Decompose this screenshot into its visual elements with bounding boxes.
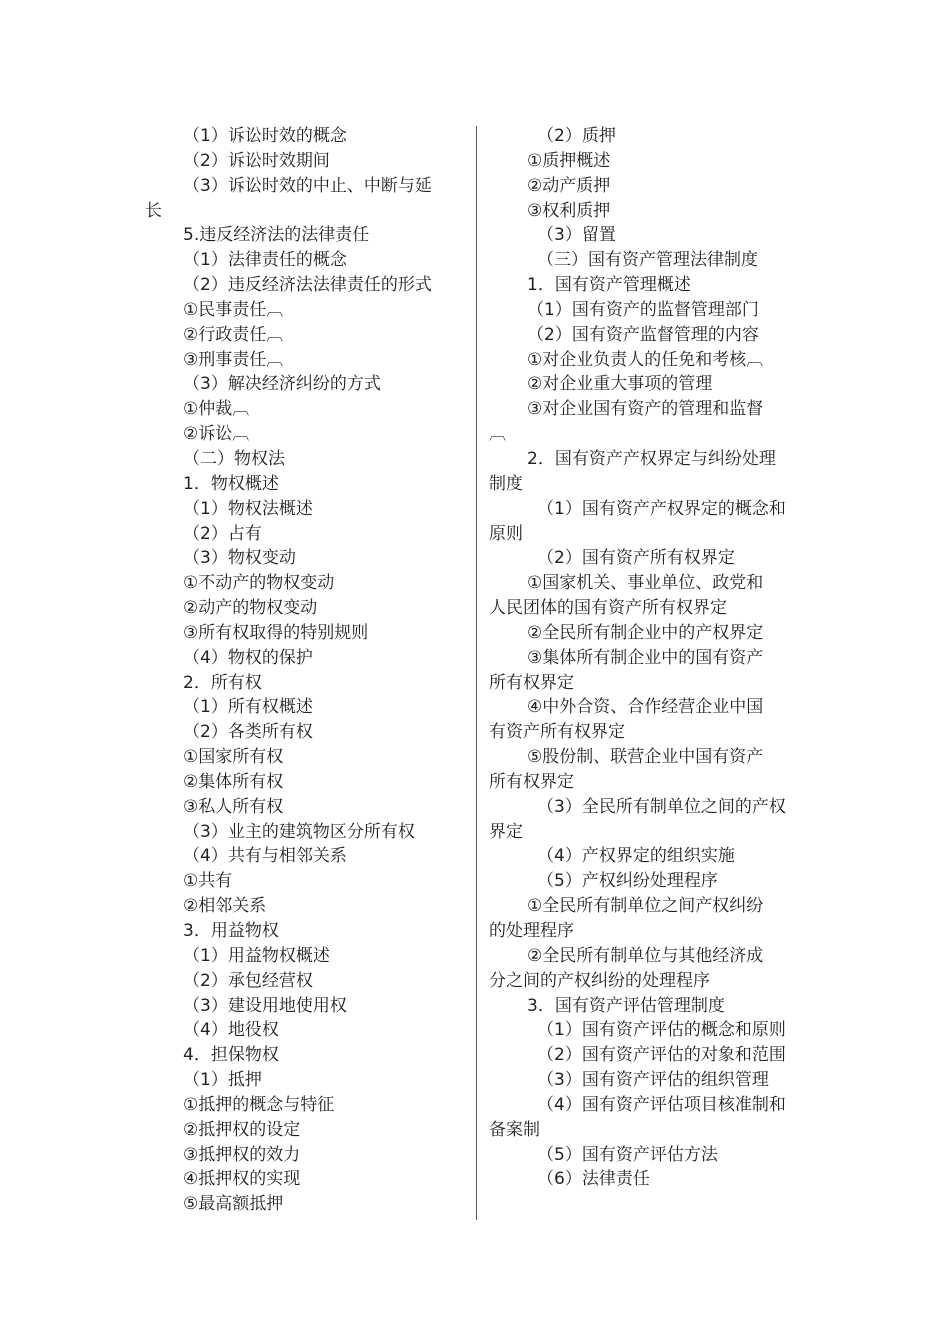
outline-line: （4）共有与相邻关系: [183, 846, 347, 867]
outline-line: ②动产的物权变动: [183, 598, 318, 619]
outline-line: （1）法律责任的概念: [183, 250, 347, 271]
outline-line: （5）产权纠纷处理程序: [537, 871, 718, 892]
outline-line: （2）质押: [537, 126, 616, 146]
outline-line: （3）全民所有制单位之间的产权: [537, 796, 786, 817]
outline-line: ②诉讼︹: [183, 424, 250, 445]
outline-line: 界定: [489, 821, 523, 842]
outline-line: ④抵押权的实现: [183, 1169, 301, 1190]
outline-line: ①共有: [183, 871, 233, 892]
outline-line: ①不动产的物权变动: [183, 573, 335, 594]
outline-line: （4）物权的保护: [183, 647, 313, 668]
outline-line: ①对企业负责人的任免和考核︹: [527, 349, 764, 370]
outline-line: （1）抵押: [183, 1070, 262, 1091]
outline-line: （1）国有资产的监督管理部门: [527, 299, 759, 320]
outline-line: 5.违反经济法的法律责任: [183, 225, 370, 246]
outline-line: （3）诉讼时效的中止、中断与延: [183, 175, 432, 196]
outline-line: ②动产质押: [527, 175, 611, 196]
outline-line: ②全民所有制单位与其他经济成: [527, 945, 764, 966]
outline-line: （2）承包经营权: [183, 970, 313, 991]
outline-line: ︹: [489, 424, 506, 445]
outline-line: （1）物权法概述: [183, 498, 313, 519]
column-divider: [476, 126, 477, 1220]
outline-line: 分之间的产权纠纷的处理程序: [489, 970, 710, 991]
outline-line: 4．担保物权: [183, 1045, 279, 1066]
outline-line: （1）国有资产产权界定的概念和: [537, 498, 786, 519]
outline-line: ③抵押权的效力: [183, 1144, 301, 1165]
outline-line: （1）国有资产评估的概念和原则: [537, 1020, 786, 1041]
outline-line: （2）国有资产评估的对象和范围: [537, 1045, 786, 1066]
outline-line: （1）用益物权概述: [183, 945, 330, 966]
outline-line: ①国家机关、事业单位、政党和: [527, 573, 764, 594]
outline-line: ①民事责任︹: [183, 299, 284, 320]
outline-line: 2．所有权: [183, 672, 262, 693]
outline-line: （三）国有资产管理法律制度: [537, 250, 758, 271]
outline-line: 3．国有资产评估管理制度: [527, 995, 725, 1016]
outline-line: ⑤股份制、联营企业中国有资产: [527, 747, 764, 768]
outline-line: ②相邻关系: [183, 896, 267, 917]
outline-line: （4）地役权: [183, 1020, 279, 1041]
outline-line: ①全民所有制单位之间产权纠纷: [527, 896, 764, 917]
outline-line: （4）国有资产评估项目核准制和: [537, 1094, 786, 1115]
outline-line: ①抵押的概念与特征: [183, 1094, 335, 1115]
outline-line: （2）诉讼时效期间: [183, 150, 330, 171]
outline-line: ⑤最高额抵押: [183, 1194, 284, 1215]
outline-line: （二）物权法: [183, 448, 285, 469]
outline-line: 的处理程序: [489, 921, 574, 941]
outline-line: 人民团体的国有资产所有权界定: [489, 598, 727, 619]
left-column: [145, 124, 467, 1217]
outline-line: 制度: [489, 473, 523, 494]
outline-line: ①质押概述: [527, 150, 611, 171]
outline-line: ②全民所有制企业中的产权界定: [527, 622, 764, 643]
outline-line: ①仲裁︹: [183, 399, 250, 420]
outline-line: ③所有权取得的特别规则: [183, 622, 369, 643]
outline-line: （3）业主的建筑物区分所有权: [183, 821, 415, 842]
outline-line: 1．物权概述: [183, 473, 279, 494]
outline-line: ②行政责任︹: [183, 324, 284, 345]
outline-line: ④中外合资、合作经营企业中国: [527, 697, 764, 718]
outline-line: （4）产权界定的组织实施: [537, 846, 735, 867]
outline-line: （3）建设用地使用权: [183, 995, 347, 1016]
right-column: [489, 124, 811, 1192]
outline-line: ③刑事责任︹: [183, 349, 284, 370]
outline-line: （6）法律责任: [537, 1169, 650, 1190]
outline-line: ③对企业国有资产的管理和监督: [527, 399, 764, 420]
outline-line: ②集体所有权: [183, 771, 284, 792]
outline-line: （1）诉讼时效的概念: [183, 126, 347, 146]
outline-line: ③集体所有制企业中的国有资产: [527, 647, 764, 668]
outline-line: ②对企业重大事项的管理: [527, 374, 713, 395]
outline-line: 有资产所有权界定: [489, 722, 625, 743]
outline-line: ②抵押权的设定: [183, 1119, 301, 1140]
outline-line: ③私人所有权: [183, 796, 284, 817]
outline-line: 所有权界定: [489, 771, 574, 792]
outline-line: ③权利质押: [527, 200, 611, 221]
outline-line: （2）国有资产监督管理的内容: [527, 324, 759, 345]
outline-line: 备案制: [489, 1119, 540, 1140]
outline-line: （3）解决经济纠纷的方式: [183, 374, 381, 395]
outline-line: 1．国有资产管理概述: [527, 275, 691, 296]
outline-line: （2）国有资产所有权界定: [537, 548, 735, 569]
outline-line: （1）所有权概述: [183, 697, 313, 718]
outline-line: 原则: [489, 523, 523, 544]
outline-line: 2．国有资产产权界定与纠纷处理: [527, 448, 776, 469]
outline-line: （3）国有资产评估的组织管理: [537, 1070, 769, 1091]
outline-line: 3．用益物权: [183, 921, 279, 941]
outline-line: （5）国有资产评估方法: [537, 1144, 718, 1165]
outline-line: 长: [145, 200, 162, 221]
outline-line: 所有权界定: [489, 672, 574, 693]
outline-line: ①国家所有权: [183, 747, 284, 768]
outline-line: （2）违反经济法法律责任的形式: [183, 275, 432, 296]
outline-line: （2）各类所有权: [183, 722, 313, 743]
outline-line: （2）占有: [183, 523, 262, 544]
outline-line: （3）物权变动: [183, 548, 296, 569]
outline-line: （3）留置: [537, 225, 616, 246]
